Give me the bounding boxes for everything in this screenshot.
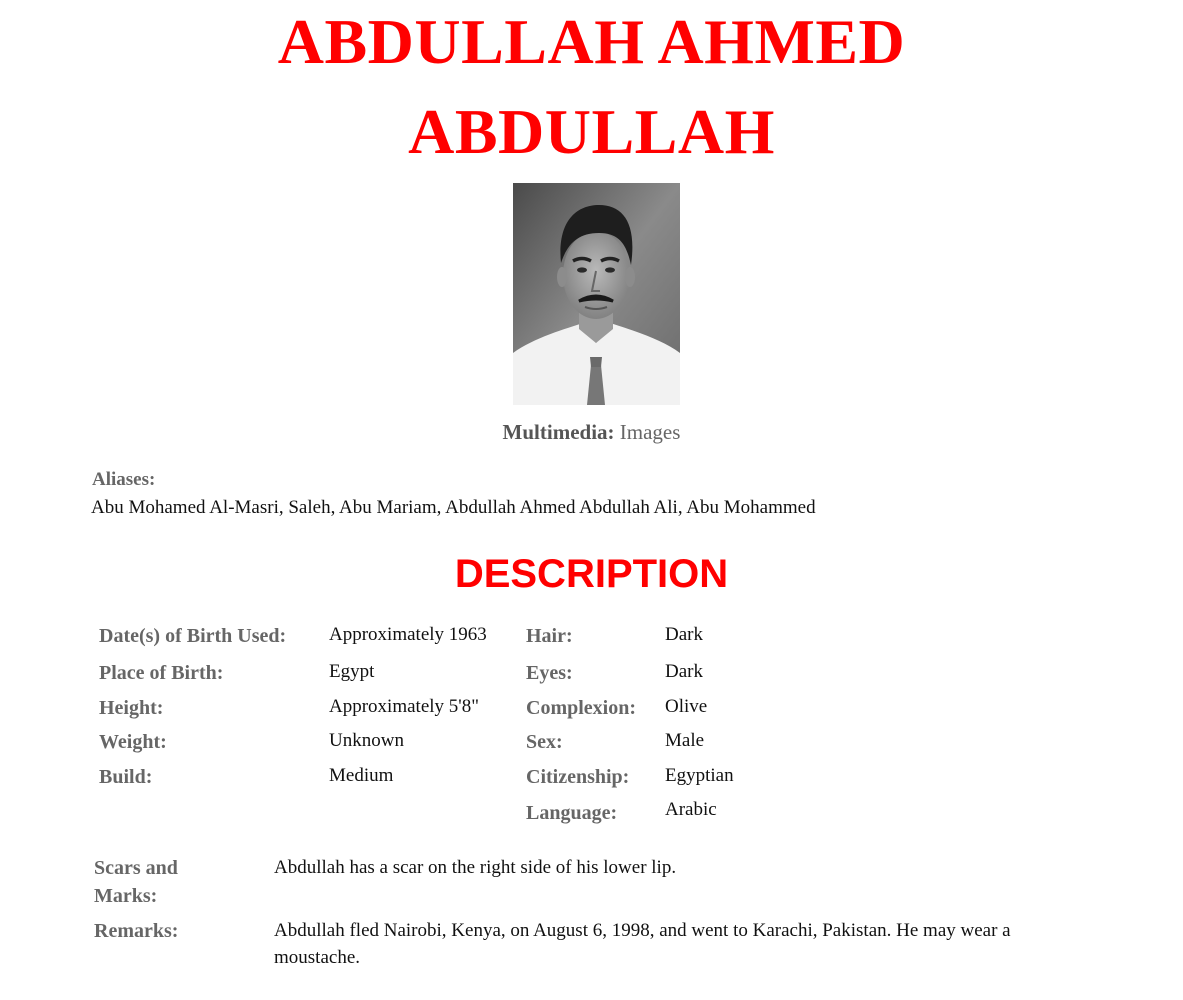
portrait-image (513, 183, 680, 405)
eyes-value: Dark (665, 661, 703, 682)
place-of-birth-value: Egypt (329, 661, 375, 682)
scars-label (94, 854, 178, 910)
build-value: Medium (329, 765, 394, 786)
build-label: Build: (99, 766, 153, 788)
remarks-value (274, 917, 1011, 971)
citizenship-value: Egyptian (665, 765, 734, 786)
remarks-value-line-2: moustache. (274, 947, 361, 968)
sex-value: Male (665, 730, 705, 751)
remarks-value-line-1: Abdullah fled Nairobi, Kenya, on August 6, 1998, and went to Karachi, Pakistan. He may wear a (274, 920, 1011, 941)
dob-value: Approximately 1963 (329, 624, 487, 645)
dob-label: Date(s) of Birth Used: (99, 625, 287, 647)
page-title-line-2: ABDULLAH (408, 96, 775, 167)
aliases-value: Abu Mohamed Al-Masri, Saleh, Abu Mariam, Abdullah Ahmed Abdullah Ali, Abu Mohammed (91, 497, 816, 518)
multimedia-label: Multimedia: (502, 420, 615, 444)
hair-value: Dark (665, 624, 703, 645)
citizenship-label: Citizenship: (526, 766, 630, 788)
language-value: Arabic (665, 799, 717, 820)
multimedia-line (0, 420, 1183, 445)
page-title-line-1: ABDULLAH AHMED (277, 6, 906, 77)
aliases-label: Aliases: (92, 469, 156, 490)
eyes-label: Eyes: (526, 662, 573, 684)
hair-label: Hair: (526, 625, 573, 647)
sex-label: Sex: (526, 731, 563, 753)
remarks-label: Remarks: (94, 920, 179, 942)
multimedia-images-link[interactable]: Images (619, 420, 681, 444)
complexion-value: Olive (665, 696, 708, 717)
weight-value: Unknown (329, 730, 404, 751)
weight-label: Weight: (99, 731, 167, 753)
language-label: Language: (526, 802, 618, 824)
portrait-photo (513, 183, 680, 405)
height-label: Height: (99, 697, 164, 719)
scars-label-line-1: Scars and (94, 857, 178, 879)
scars-value: Abdullah has a scar on the right side of his lower lip. (274, 857, 677, 878)
place-of-birth-label: Place of Birth: (99, 662, 224, 684)
scars-label-line-2: Marks: (94, 885, 158, 907)
complexion-label: Complexion: (526, 697, 636, 719)
height-value: Approximately 5'8" (329, 696, 479, 717)
description-heading: DESCRIPTION (454, 552, 729, 596)
